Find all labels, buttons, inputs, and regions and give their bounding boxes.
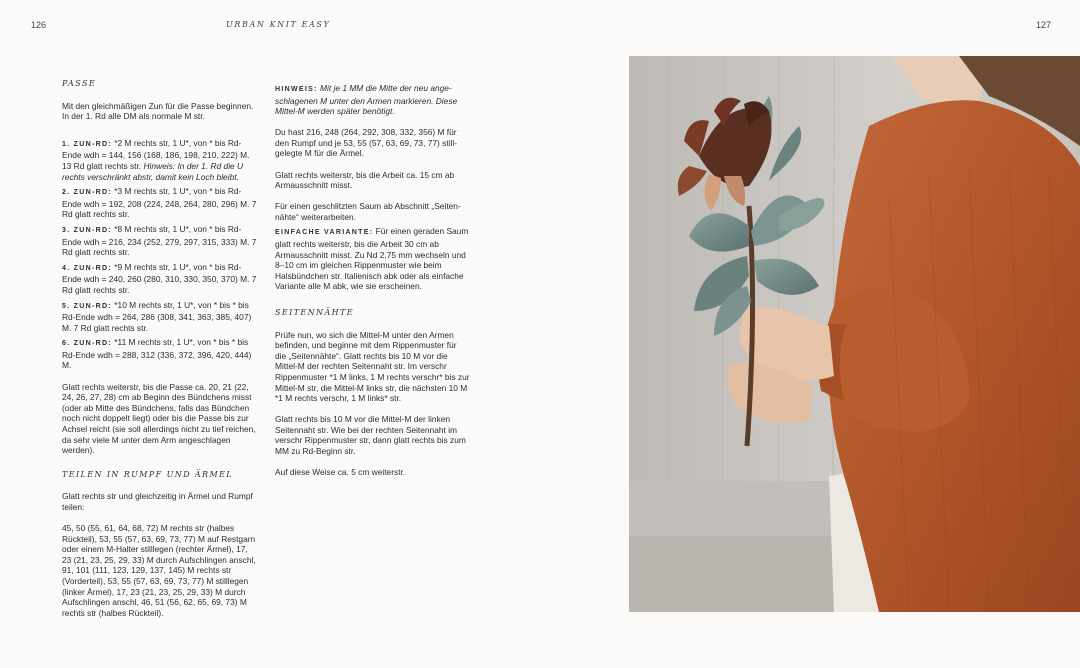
running-head: URBAN KNIT EASY [226,20,331,29]
round-5 [62,300,258,334]
round-text: *3 M rechts str, 1 U*, von * bis Rd-Ende wdh = 192, 208 (224, 248, 264, 280, 296) M. 7 Rd glatt rechts str. [62,186,257,220]
round-label: 6. ZUN-RD: [62,340,112,348]
section-heading-seitennaehte: SEITENNÄHTE [275,308,354,317]
hinweis-text: Mit je 1 MM die Mitte der neu angeschlagenen M unter den Armen markieren. Diese Mittel-M werden später benötigt. [275,83,458,117]
text-column-left [62,79,258,629]
section-heading-passe: PASSE [62,79,97,88]
paragraph-stitch-count: Du hast 216, 248 (264, 292, 308, 332, 356) M für den Rumpf und je 53, 55 (57, 63, 69, 73, 77) stillgelegte M für die Ärmel. [275,127,458,159]
passe-intro: Mit den gleichmäßigen Zun für die Passe beginnen. In der 1. Rd alle DM als normale M str. [62,100,254,122]
round-text: *8 M rechts str, 1 U*, von * bis Rd-Ende wdh = 216, 234 (252, 279, 297, 315, 333) M. 7 Rd glatt rechts str. [62,223,257,258]
round-label: 4. ZUN-RD: [62,264,112,272]
round-text: *9 M rechts str, 1 U*, von * bis Rd-Ende wdh = 240, 260 (280, 310, 330, 350, 370) M. 7 Rd glatt rechts str. [62,261,257,295]
photo-sweater-with-protea [629,56,1080,612]
round-3 [62,224,258,258]
round-1 [62,138,258,182]
round-text: *11 M rechts str, 1 U*, von * bis * bis Rd-Ende wdh = 288, 312 (336, 372, 396, 420, 444) M. [62,337,252,371]
paragraph-split-hem: Für einen geschlitzten Saum ab Abschnitt „Seitennähte“ weiterarbeiten. [275,201,461,222]
round-label: 5. ZUN-RD: [62,302,112,310]
photo-illustration [629,56,1080,612]
variante-text: Für einen geraden Saum glatt rechts weiterstr, bis die Arbeit 30 cm ab Armausschnitt misst. Zu Nd 2,75 mm wechseln und 8–10 cm im gleichen Rippenmuster wie beim Halsbündchen str. Italienisch abk oder als einfache Variante alle M abk, wie sie erscheinen. [275,226,469,292]
round-2 [62,186,258,220]
hinweis-paragraph [275,83,470,117]
section-heading-teilen: TEILEN IN RUMPF UND ÄRMEL [62,469,234,479]
seitennaehte-p3: Auf diese Weise ca. 5 cm weiterstr. [275,467,406,478]
page-number-right: 127 [1036,20,1052,30]
round-6 [62,337,258,371]
seitennaehte-p1: Prüfe nun, wo sich die Mittel-M unter den Armen befinden, und beginne mit dem Rippenmuster für die „Seitennähte“. Glatt rechts bis 10 M vor die Mittel-M der rechten Seitennaht str. Im verschr Rippenmuster *1 M links, 1 M rechts verschr* bis zur Mittel-M str, die Mittel-M links str, die nächsten 10 M *1 M rechts verschr, 1 M links* str. [275,329,470,404]
paragraph-armhole: Glatt rechts weiterstr, bis die Arbeit ca. 15 cm ab Armausschnitt misst. [275,169,455,191]
round-label: 2. ZUN-RD: [62,189,112,197]
round-4 [62,262,258,296]
seitennaehte-p2: Glatt rechts bis 10 M vor die Mittel-M der linken Seitennaht str. Wie bei der rechten Seitennaht im verschr Rippenmuster str, dann glatt rechts bis zum MM zu Rd-Beginn str. [275,414,466,457]
round-label: 3. ZUN-RD: [62,226,112,234]
text-column-right [275,83,470,488]
teilen-body: 45, 50 (55, 61, 64, 68, 72) M rechts str (halbes Rückteil), 53, 55 (57, 63, 69, 73, 77) M auf Restgarn oder einem M-Halter stilllegen (rechter Ärmel), 17, 23 (21, 23, 25, 29, 33) M durch Aufschlingen anschl, 91, 101 (111, 123, 129, 137, 145) M rechts str (Vorderteil), 53, 55 (57, 63, 69, 73, 77) M stilllegen (linker Ärmel), 17, 23 (21, 23, 25, 29, 33) M durch Aufschlingen anschl, 46, 51 (56, 62, 65, 69, 73) M rechts str (halbes Rückteil). [62,523,256,618]
round-label: 1. ZUN-RD: [62,140,112,148]
teilen-intro: Glatt rechts str und gleichzeitig in Ärmel und Rumpf teilen: [62,491,253,512]
passe-end: Glatt rechts weiterstr, bis die Passe ca. 20, 21 (22, 24, 26, 27, 28) cm ab Beginn des Bündchens misst (oder ab Mitte des Bündchens, falls das Bündchen noch nicht doppelt liegt) oder bis die Passe bis zur Achsel reicht (sie soll allerdings nicht zu tief reichen, da sehr viele M unter dem Arm angeschlagen werden). [62,381,256,456]
round-text: *2 M rechts str, 1 U*, von * bis Rd-Ende wdh = 144, 156 (168, 186, 198, 210, 222) M. 13 Rd glatt rechts str. [62,137,250,171]
variante-label: EINFACHE VARIANTE: [275,229,374,237]
hinweis-label: HINWEIS: [275,86,318,93]
round-note: Hinweis: In der 1. Rd die U rechts verschränkt abstr, damit kein Loch bleibt. [62,160,244,182]
round-text: *10 M rechts str, 1 U*, von * bis * bis Rd-Ende wdh = 264, 286 (308, 341, 363, 385, 407) M. 7 Rd glatt rechts str. [62,299,252,333]
variante-paragraph [275,226,470,292]
page-number-left: 126 [31,20,47,30]
